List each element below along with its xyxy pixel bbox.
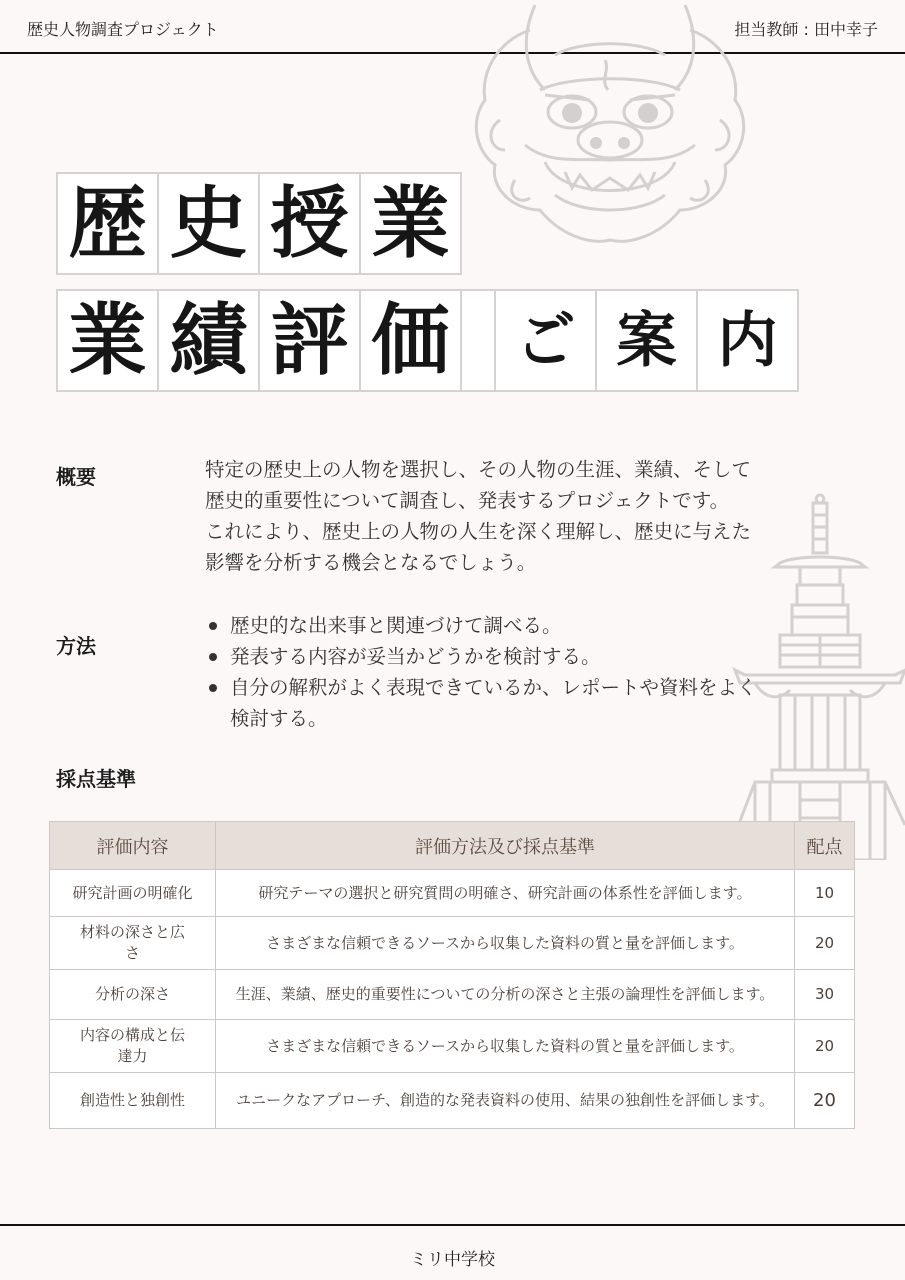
table-row [50, 970, 855, 1020]
school-name: ミリ中学校 [410, 1250, 495, 1270]
method-item: 自分の解釈がよく表現できているか、レポートや資料をよく検討する。 [205, 672, 765, 734]
table-row [50, 917, 855, 970]
cell-item: 内容の構成と伝達力 [50, 1020, 216, 1073]
page-header [0, 0, 905, 54]
overview-line: 特定の歴史上の人物を選択し、その人物の生涯、業績、そして [205, 458, 752, 481]
header-method: 評価方法及び採点基準 [216, 822, 795, 870]
criteria-label: 採点基準 [56, 767, 136, 791]
overview-line: 歴史的重要性について調査し、発表するプロジェクトです。 [205, 489, 730, 512]
cell-desc: 生涯、業績、歴史的重要性についての分析の深さと主張の論理性を評価します。 [216, 970, 795, 1020]
title-char: 評 [258, 289, 361, 392]
overview-line: これにより、歴史上の人物の人生を深く理解し、歴史に与えた [205, 520, 752, 543]
title-char: 価 [359, 289, 462, 392]
cell-item: 研究計画の明確化 [50, 870, 216, 917]
overview-label: 概要 [56, 465, 96, 489]
teacher-name: 担当教師 : 田中幸子 [734, 20, 878, 39]
table-row [50, 1073, 855, 1129]
project-title: 歴史人物調査プロジェクト [27, 20, 219, 39]
cell-item: 創造性と独創性 [50, 1073, 216, 1129]
title-char: 史 [157, 172, 260, 275]
title-char: 授 [258, 172, 361, 275]
overview-text [205, 454, 795, 578]
cell-desc: さまざまな信頼できるソースから収集した資料の質と量を評価します。 [216, 917, 795, 970]
cell-item: 材料の深さと広さ [50, 917, 216, 970]
title-char: 績 [157, 289, 260, 392]
table-row [50, 870, 855, 917]
cell-desc: ユニークなアプローチ、創造的な発表資料の使用、結果の独創性を評価します。 [216, 1073, 795, 1129]
criteria-table [49, 821, 855, 1129]
table-header-row [50, 822, 855, 870]
cell-item: 分析の深さ [50, 970, 216, 1020]
title-char: 業 [56, 289, 159, 392]
cell-desc: さまざまな信頼できるソースから収集した資料の質と量を評価します。 [216, 1020, 795, 1073]
title-char: ご [494, 289, 597, 392]
cell-desc: 研究テーマの選択と研究質問の明確さ、研究計画の体系性を評価します。 [216, 870, 795, 917]
title-char: 業 [359, 172, 462, 275]
cell-points: 10 [795, 870, 855, 917]
cell-points: 20 [795, 1073, 855, 1129]
title-char: 内 [696, 289, 799, 392]
title-char: 案 [595, 289, 698, 392]
method-label: 方法 [56, 634, 96, 658]
cell-points: 20 [795, 1020, 855, 1073]
shisa-mask-illustration [460, 0, 760, 250]
cell-points: 30 [795, 970, 855, 1020]
header-item: 評価内容 [50, 822, 216, 870]
method-list [205, 610, 765, 734]
footer-divider [0, 1224, 905, 1226]
title-spacer-cell [460, 289, 496, 392]
method-item: 歴史的な出来事と関連づけて調べる。 [205, 610, 765, 641]
title-row-2 [56, 289, 797, 392]
table-row [50, 1020, 855, 1073]
header-points: 配点 [795, 822, 855, 870]
title-row-1 [56, 172, 460, 275]
title-char: 歴 [56, 172, 159, 275]
cell-points: 20 [795, 917, 855, 970]
method-item: 発表する内容が妥当かどうかを検討する。 [205, 641, 765, 672]
overview-line: 影響を分析する機会となるでしょう。 [205, 551, 537, 574]
